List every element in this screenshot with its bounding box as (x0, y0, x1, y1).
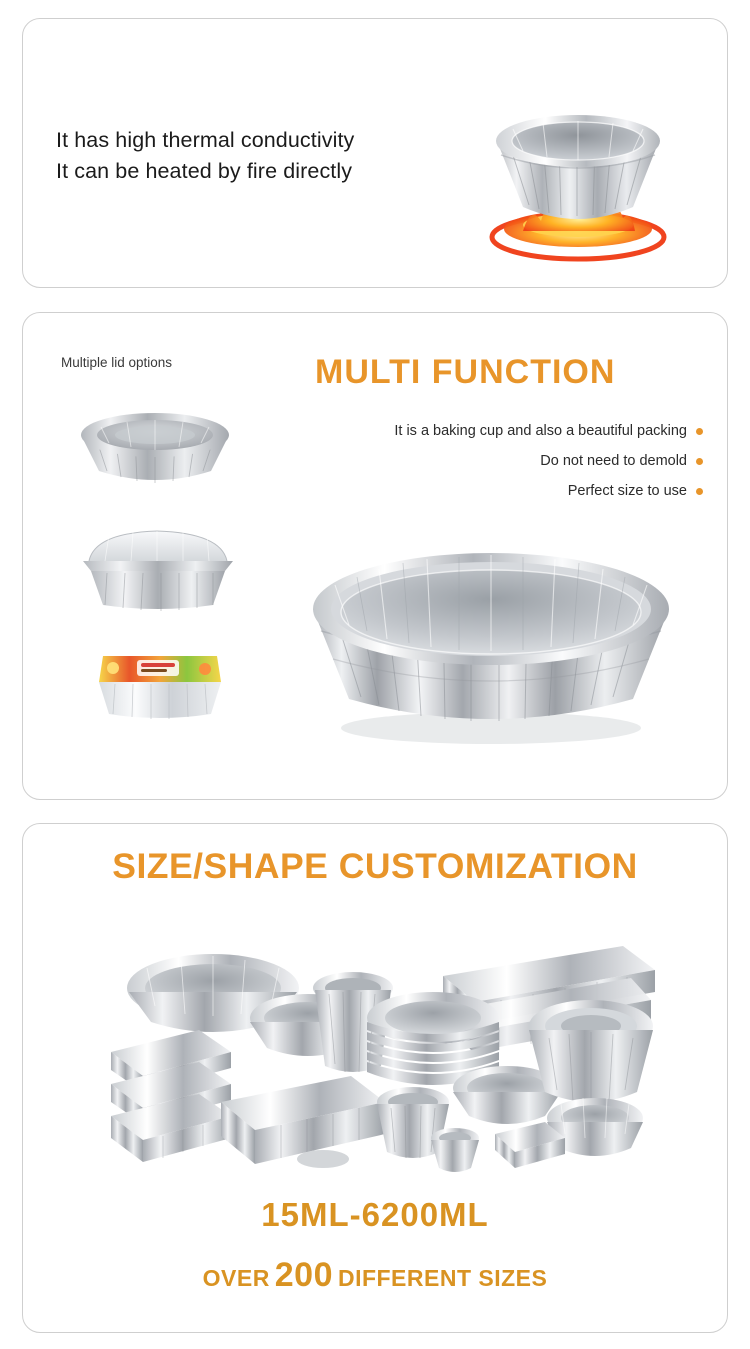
sizes-count: 200 (274, 1256, 333, 1294)
bullet-dot-icon (696, 458, 703, 465)
bullet-dot-icon (696, 488, 703, 495)
thermal-line-2: It can be heated by fire directly (56, 159, 353, 183)
bullet-text: Perfect size to use (567, 483, 687, 499)
multi-function-title: MULTI FUNCTION (315, 353, 616, 391)
sizes-suffix: DIFFERENT SIZES (337, 1265, 548, 1291)
sizes-prefix: OVER (202, 1265, 270, 1291)
different-sizes-text (23, 1256, 727, 1295)
thermal-conductivity-panel (22, 18, 728, 288)
thermal-text-block (56, 125, 354, 187)
bullet-row (394, 416, 703, 446)
assorted-foil-containers-image (103, 906, 663, 1186)
size-shape-title: SIZE/SHAPE CUSTOMIZATION (112, 846, 638, 886)
thermal-line-1: It has high thermal conductivity (56, 128, 355, 152)
foil-round-lid-image (65, 405, 245, 495)
volume-range-text: 15ML-6200ML (261, 1196, 489, 1233)
size-shape-customization-panel (22, 823, 728, 1333)
multi-function-panel (22, 312, 728, 800)
foil-rectangular-lid-image (75, 521, 240, 616)
bullet-row (394, 446, 703, 476)
bullet-text: Do not need to demold (540, 453, 687, 469)
large-round-foil-pan-image (291, 513, 691, 763)
lid-options-label: Multiple lid options (61, 355, 173, 370)
bullet-text: It is a baking cup and also a beautiful packing (394, 423, 687, 439)
printed-paper-lid-image (85, 638, 235, 723)
bullet-dot-icon (696, 428, 703, 435)
multi-function-bullet-list (394, 416, 703, 506)
foil-bowl-flame-image (453, 89, 703, 279)
bullet-row (394, 476, 703, 506)
